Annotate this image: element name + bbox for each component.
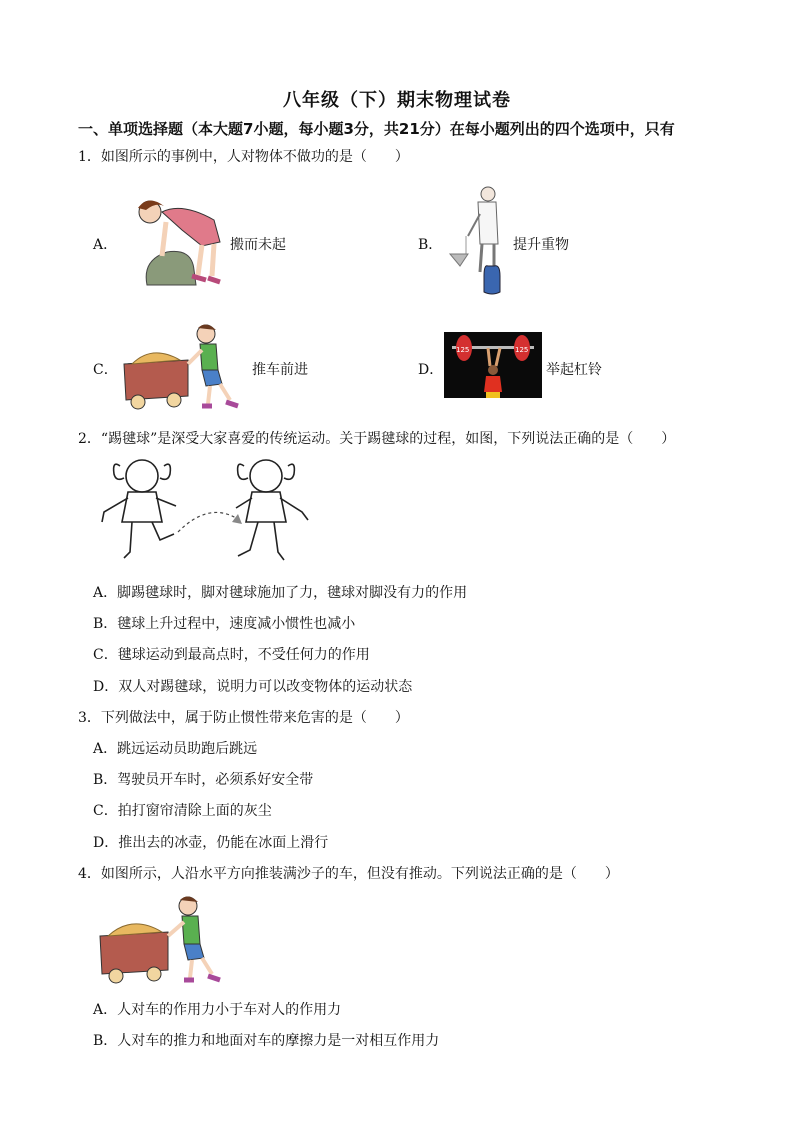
svg-text:125: 125 [515, 346, 529, 354]
q3-option-d[interactable] [93, 832, 328, 852]
q1-option-c-letter[interactable]: C． [93, 362, 118, 378]
q2-option-c-text: 毽球运动到最高点时，不受任何力的作用 [117, 647, 370, 663]
section-heading: 一、单项选择题（本大题7小题，每小题3分，共21分）在每小题列出的四个选项中，只有 [78, 120, 675, 138]
boy-pushing-cart-illustration [118, 320, 250, 412]
weightlifter-photo [444, 332, 542, 398]
q4-option-b[interactable] [93, 1030, 439, 1050]
q3-option-c-letter: C． [93, 803, 118, 819]
q1-option-a-text: 搬而未起 [230, 237, 286, 253]
q3-option-c-text: 拍打窗帘清除上面的灰尘 [117, 803, 272, 819]
q1-option-d-letter[interactable]: D． [418, 362, 444, 378]
q2-option-b[interactable] [93, 613, 355, 633]
q1-option-d-text: 举起杠铃 [546, 362, 602, 378]
q1-option-b-text: 提升重物 [513, 237, 569, 253]
q3-option-c[interactable] [93, 800, 272, 820]
q3-option-b-letter: B． [93, 772, 118, 788]
q3-option-a-text: 跳远运动员助跑后跳远 [117, 741, 258, 757]
q2-option-b-letter: B． [93, 616, 118, 632]
question-3-stem: 3．下列做法中，属于防止惯性带来危害的是（ ） [78, 710, 409, 726]
q3-option-a-letter: A． [93, 741, 118, 757]
q3-option-d-letter: D． [93, 835, 119, 851]
q2-option-a[interactable] [93, 582, 467, 602]
woman-lifting-rock-illustration [122, 190, 222, 290]
two-girls-kicking-shuttlecock-illustration [98, 452, 314, 572]
page-title: 八年级（下）期末物理试卷 [283, 90, 511, 111]
q4-option-b-letter: B． [93, 1033, 118, 1049]
q1-option-b-letter[interactable]: B． [418, 237, 443, 253]
question-2-stem: 2．“踢毽球”是深受大家喜爱的传统运动。关于踢毽球的过程，如图，下列说法正确的是（ ） [78, 431, 676, 447]
q2-option-d-letter: D． [93, 679, 119, 695]
q4-option-a-letter: A． [93, 1002, 118, 1018]
q1-option-a-letter[interactable]: A． [93, 237, 118, 253]
q2-option-d-text: 双人对踢毽球，说明力可以改变物体的运动状态 [118, 679, 413, 695]
q2-option-a-text: 脚踢毽球时，脚对毽球施加了力，毽球对脚没有力的作用 [117, 585, 468, 601]
q2-option-b-text: 毽球上升过程中，速度减小惯性也减小 [117, 616, 356, 632]
q1-option-c-text: 推车前进 [252, 362, 308, 378]
q3-option-b-text: 驾驶员开车时，必须系好安全带 [117, 772, 314, 788]
boy-pushing-sand-cart-illustration [96, 890, 234, 986]
svg-text:125: 125 [456, 346, 470, 354]
question-4-stem: 4．如图所示，人沿水平方向推装满沙子的车，但没有推动。下列说法正确的是（ ） [78, 866, 619, 882]
q2-option-c[interactable] [93, 644, 370, 664]
q3-option-d-text: 推出去的冰壶，仍能在冰面上滑行 [118, 835, 329, 851]
q2-option-d[interactable] [93, 676, 412, 696]
q2-option-c-letter: C． [93, 647, 118, 663]
q4-option-b-text: 人对车的推力和地面对车的摩擦力是一对相互作用力 [117, 1033, 440, 1049]
q3-option-b[interactable] [93, 769, 313, 789]
q4-option-a-text: 人对车的作用力小于车对人的作用力 [117, 1002, 342, 1018]
man-lifting-bucket-illustration [450, 184, 510, 296]
q2-option-a-letter: A． [93, 585, 118, 601]
q4-option-a[interactable] [93, 999, 341, 1019]
question-1-stem: 1．如图所示的事例中，人对物体不做功的是（ ） [78, 149, 409, 165]
q3-option-a[interactable] [93, 738, 257, 758]
